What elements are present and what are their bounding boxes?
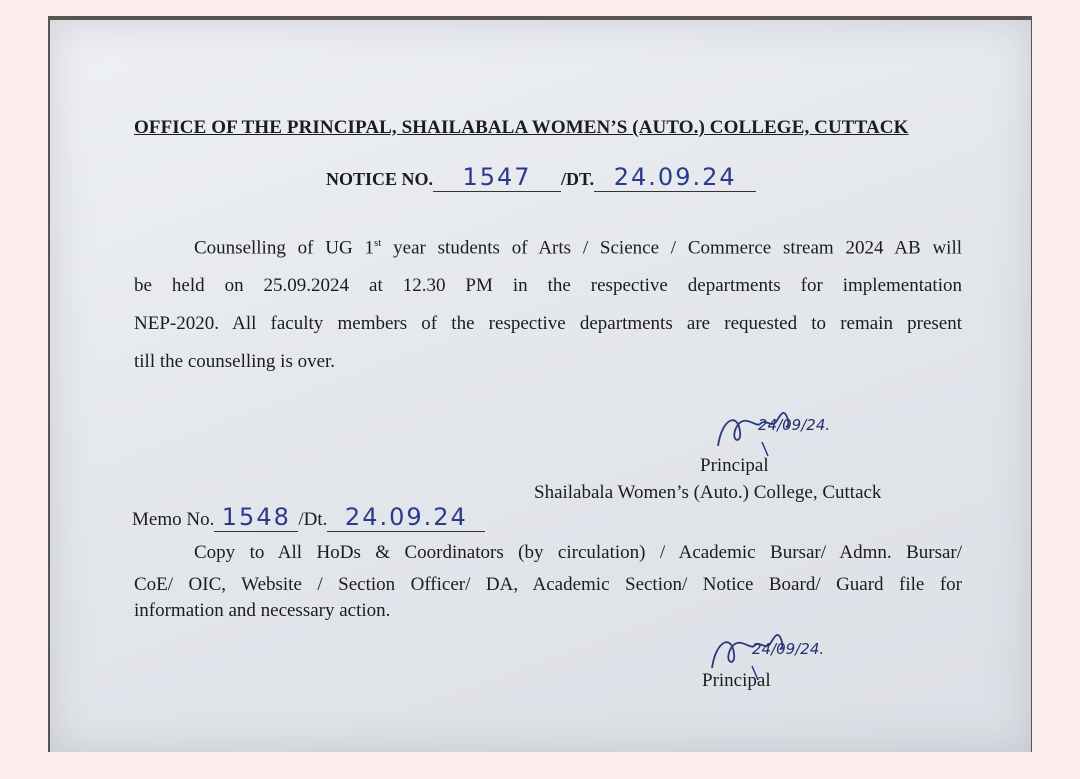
notice-number-line — [326, 163, 756, 192]
memo-prefix: Memo No. — [132, 509, 215, 530]
office-heading: OFFICE OF THE PRINCIPAL, SHAILABALA WOMEN’S (AUTO.) COLLEGE, CUTTACK — [134, 117, 909, 138]
notice-document — [50, 20, 1031, 752]
body-line-2: be held on 25.09.2024 at 12.30 PM in the respective departments for implementation — [134, 275, 962, 296]
notice-date: 24.09.24 — [594, 163, 756, 192]
notice-number: 1547 — [433, 163, 561, 192]
notice-prefix: NOTICE NO. — [326, 169, 434, 189]
signature-date-1: 24/09/24. — [758, 416, 831, 434]
college-name-label: Shailabala Women’s (Auto.) College, Cuttack — [534, 482, 882, 503]
memo-number-line — [132, 503, 485, 532]
signature-date-2: 24/09/24. — [752, 640, 825, 658]
principal-label-2: Principal — [702, 670, 771, 691]
principal-label-1: Principal — [700, 455, 769, 476]
body-line-3: NEP-2020. All faculty members of the respective departments are requested to remain present — [134, 313, 962, 334]
notice-date-prefix: /DT. — [561, 169, 595, 189]
memo-number: 1548 — [214, 503, 298, 532]
body-line-1: Counselling of UG 1st year students of Arts / Science / Commerce stream 2024 AB will — [194, 237, 962, 259]
memo-line-1: Copy to All HoDs & Coordinators (by circulation) / Academic Bursar/ Admn. Bursar/ — [194, 542, 962, 563]
memo-date: 24.09.24 — [327, 503, 485, 532]
memo-date-prefix: /Dt. — [298, 509, 328, 530]
memo-line-3: information and necessary action. — [134, 600, 391, 621]
memo-line-2: CoE/ OIC, Website / Section Officer/ DA, Academic Section/ Notice Board/ Guard file for — [134, 574, 962, 595]
body-line-4: till the counselling is over. — [134, 351, 336, 372]
